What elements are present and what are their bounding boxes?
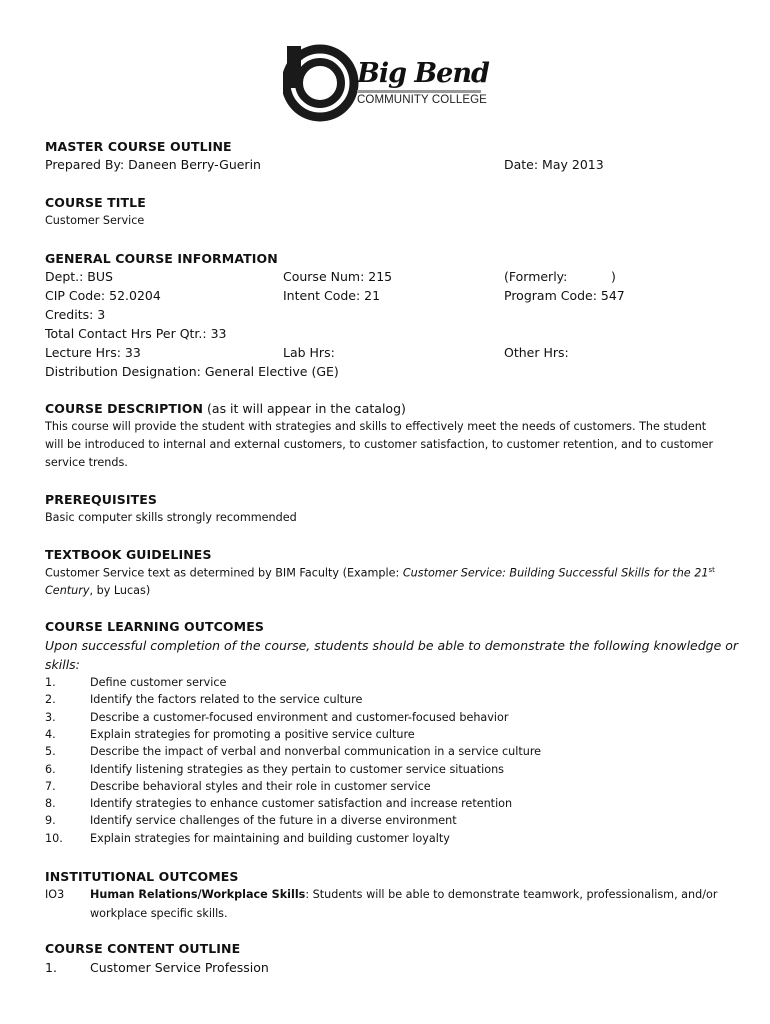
outcome-number: 10. (45, 831, 63, 845)
description-line: will be introduced to internal and external customers, to customer satisfaction, to customer retention, and to customer (45, 438, 714, 451)
dept: Dept.: BUS (45, 269, 113, 284)
lecture-hours: Lecture Hrs: 33 (45, 345, 141, 360)
total-contact-hours: Total Contact Hrs Per Qtr.: 33 (45, 326, 227, 341)
description-heading-line (45, 401, 406, 416)
institutional-outcome-line1 (90, 888, 717, 901)
description-heading-note: (as it will appear in the catalog) (203, 401, 406, 416)
textbook-superscript: st (708, 566, 715, 574)
document-title: MASTER COURSE OUTLINE (45, 139, 232, 154)
institutional-outcome-code: IO3 (45, 888, 65, 901)
outcome-number: 5. (45, 745, 56, 759)
logo-subtitle: COMMUNITY COLLEGE (357, 94, 487, 106)
textbook-title: Customer Service: Building Successful Skills for the 21 (402, 566, 709, 580)
course-num: Course Num: 215 (283, 269, 393, 284)
textbook-line1 (45, 566, 715, 580)
outcome-number: 9. (45, 814, 56, 828)
content-outline-num: 1. (45, 960, 57, 975)
institutional-outcomes-heading: INSTITUTIONAL OUTCOMES (45, 869, 239, 884)
outcome-number: 4. (45, 727, 56, 741)
institutional-outcome-line2: workplace specific skills. (90, 907, 228, 920)
outcome-item: Define customer service (90, 676, 227, 689)
description-line: This course will provide the student with strategies and skills to effectively meet the needs of customers. The student (45, 420, 707, 433)
institutional-outcome-text: : Students will be able to demonstrate teamwork, professionalism, and/or (305, 888, 718, 901)
lab-hours: Lab Hrs: (283, 345, 335, 360)
outcome-item: Identify service challenges of the future in a diverse environment (90, 814, 457, 828)
general-info-heading: GENERAL COURSE INFORMATION (45, 251, 278, 266)
outcome-number: 8. (45, 797, 56, 811)
cip-code: CIP Code: 52.0204 (45, 288, 161, 303)
prerequisites-heading: PREREQUISITES (45, 492, 157, 507)
content-outline-item: Customer Service Profession (90, 960, 269, 975)
outcome-item: Identify the factors related to the service culture (90, 693, 363, 707)
outcome-item: Describe behavioral styles and their role in customer service (90, 779, 431, 793)
outcome-number: 1. (45, 676, 56, 689)
outcome-item: Describe a customer-focused environment and customer-focused behavior (90, 710, 509, 724)
textbook-line2 (45, 584, 150, 597)
prerequisites-value: Basic computer skills strongly recommended (45, 511, 297, 524)
outcome-number: 7. (45, 779, 56, 793)
textbook-author: , by Lucas) (89, 584, 151, 597)
logo-divider (357, 90, 481, 93)
description-heading: COURSE DESCRIPTION (45, 401, 204, 416)
outcome-item: Explain strategies for promoting a positive service culture (90, 727, 415, 741)
prepared-by: Prepared By: Daneen Berry-Guerin (45, 157, 261, 172)
description-line: service trends. (45, 456, 128, 469)
outcome-number: 2. (45, 693, 56, 707)
outcome-item: Explain strategies for maintaining and building customer loyalty (90, 831, 450, 845)
course-title-value: Customer Service (45, 214, 145, 227)
credits: Credits: 3 (45, 307, 106, 322)
other-hours: Other Hrs: (504, 345, 569, 360)
logo-wordmark: Big Bend (357, 58, 489, 89)
outcome-item: Identify listening strategies as they pertain to customer service situations (90, 762, 505, 776)
outcome-item: Identify strategies to enhance customer satisfaction and increase retention (90, 797, 513, 811)
textbook-prefix: Customer Service text as determined by BIM Faculty (Example: (45, 566, 403, 580)
formerly: (Formerly: (504, 269, 568, 284)
learning-outcomes-heading: COURSE LEARNING OUTCOMES (45, 619, 264, 634)
textbook-heading: TEXTBOOK GUIDELINES (45, 547, 212, 562)
outcome-item: Describe the impact of verbal and nonverbal communication in a service culture (90, 745, 542, 759)
institutional-outcome-label: Human Relations/Workplace Skills (90, 888, 306, 901)
outcome-number: 3. (45, 710, 56, 724)
distribution-designation: Distribution Designation: General Elective (GE) (45, 364, 339, 379)
program-code: Program Code: 547 (504, 288, 625, 303)
formerly-close: ) (611, 269, 616, 284)
intent-code: Intent Code: 21 (283, 288, 381, 303)
course-title-heading: COURSE TITLE (45, 195, 146, 210)
learning-outcomes-intro: Upon successful completion of the course, students should be able to demonstrate the following knowledge or (45, 638, 739, 653)
learning-outcomes-intro-cont: skills: (45, 657, 80, 672)
textbook-title-cont: Century (45, 584, 90, 597)
outcome-number: 6. (45, 762, 56, 776)
date: Date: May 2013 (504, 157, 604, 172)
content-outline-heading: COURSE CONTENT OUTLINE (45, 941, 241, 956)
